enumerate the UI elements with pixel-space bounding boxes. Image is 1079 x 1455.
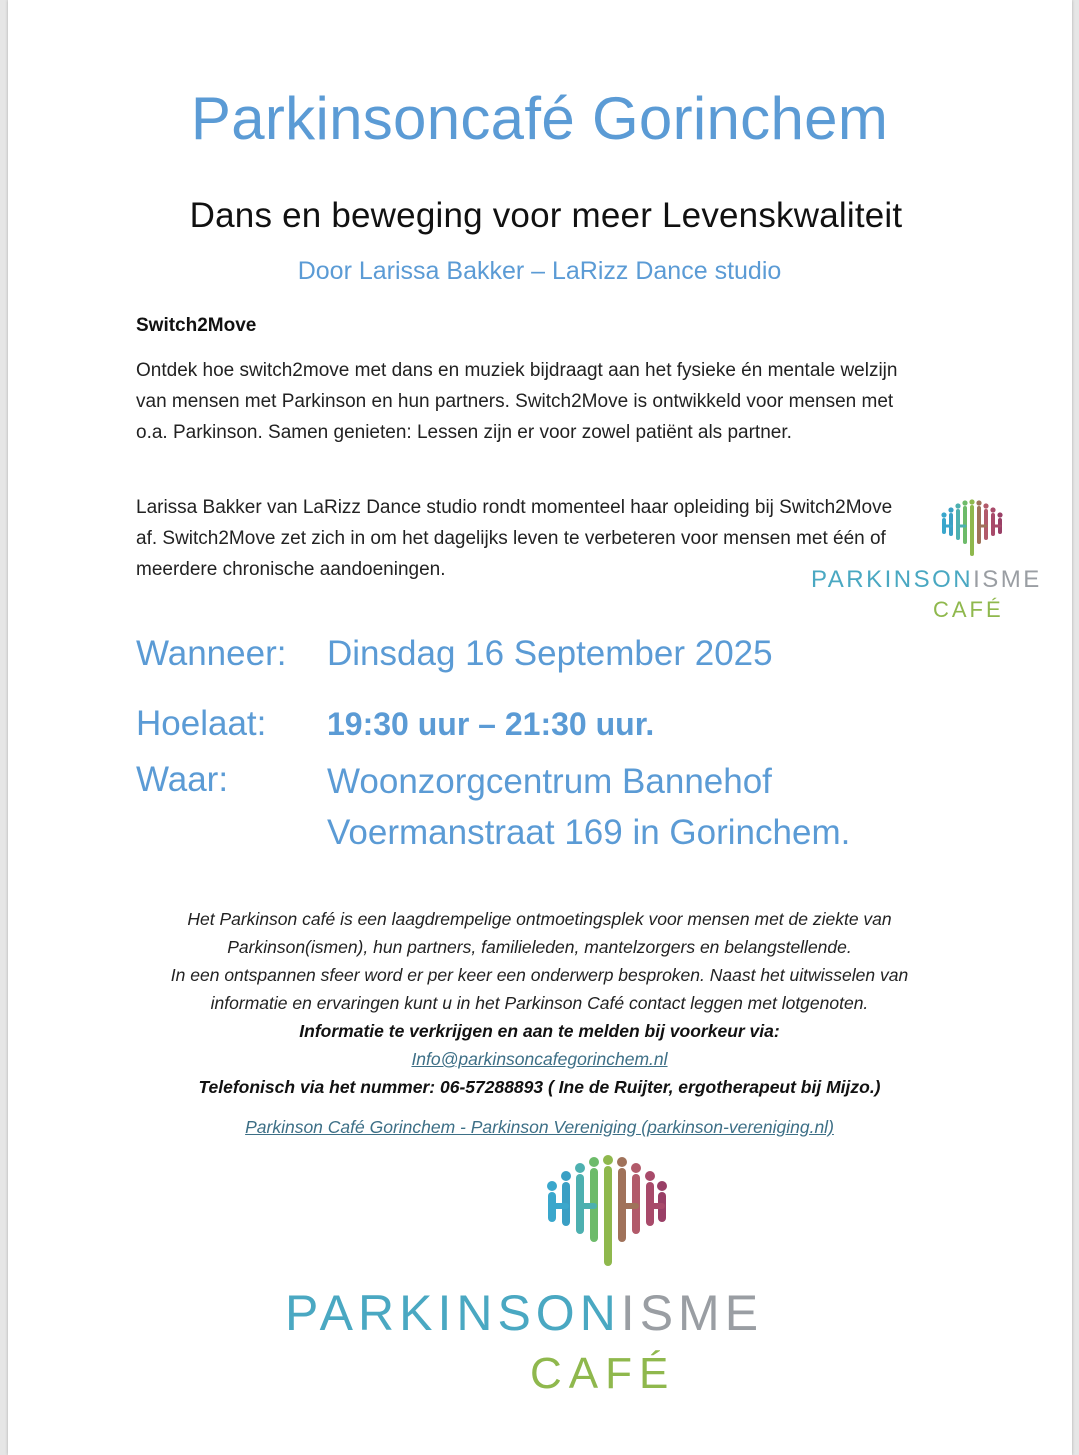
logo-large-word-suffix: ISME (620, 1285, 764, 1341)
logo-large-wordmark (285, 1284, 763, 1342)
intro-paragraph-2: Larissa Bakker van LaRizz Dance studio rondt momenteel haar opleiding bij Switch2Move af. Switch2Move zet zich in om het dagelijks leven te verbeteren voor mensen met één of meerdere chronische aandoeningen. (136, 497, 893, 580)
time-value: 19:30 uur – 21:30 uur. (327, 706, 655, 742)
info-line-4: informatie en ervaringen kunt u in het Parkinson Café contact leggen met lotgenoten. (210, 993, 869, 1013)
logo-word-main: PARKINSON (811, 566, 974, 593)
where-label: Waar: (136, 760, 229, 799)
logo-word-suffix: ISME (973, 566, 1042, 593)
section-heading: Switch2Move (136, 315, 257, 336)
time-label: Hoelaat: (136, 704, 267, 743)
parkinsonisme-cafe-logo-icon (936, 498, 1006, 558)
page-subtitle: Dans en beweging voor meer Levenskwaliteit (189, 196, 903, 235)
when-label: Wanneer: (136, 634, 287, 673)
logo-large-cafe: CAFÉ (530, 1349, 676, 1398)
info-line-2: Parkinson(ismen), hun partners, familieleden, mantelzorgers en belangstellende. (227, 937, 852, 957)
info-block (0, 905, 1079, 1101)
byline: Door Larissa Bakker – LaRizz Dance studio (297, 257, 782, 285)
where-line-2: Voermanstraat 169 in Gorinchem. (327, 813, 851, 852)
when-value: Dinsdag 16 September 2025 (327, 634, 773, 673)
phone-line: Telefonisch via het nummer: 06-57288893 ( Ine de Ruijter, ergotherapeut bij Mijzo.) (198, 1077, 881, 1097)
page-title: Parkinsoncafé Gorinchem (190, 85, 889, 152)
info-line-5: Informatie te verkrijgen en aan te melden bij voorkeur via: (299, 1021, 780, 1041)
intro-paragraph-1: Ontdek hoe switch2move met dans en muziek bijdraagt aan het fysieke én mentale welzijn van mensen met Parkinson en hun partners. Switch2Move is ontwikkeld voor mensen met o.a. Parkinson. Samen genieten: Lessen zijn er voor zowel patiënt als partner. (136, 360, 898, 443)
info-line-3: In een ontspannen sfeer word er per keer een onderwerp besproken. Naast het uitwisselen van (170, 965, 909, 985)
email-link[interactable]: Info@parkinsoncafegorinchem.nl (411, 1049, 668, 1069)
logo-large-word-main: PARKINSON (285, 1285, 621, 1341)
where-line-1: Woonzorgcentrum Bannehof (327, 762, 772, 801)
info-line-1: Het Parkinson café is een laagdrempelige ontmoetingsplek voor mensen met de ziekte van (187, 909, 892, 929)
logo-wordmark (811, 566, 1042, 594)
website-link[interactable]: Parkinson Café Gorinchem - Parkinson Vereniging (parkinson-vereniging.nl) (245, 1117, 834, 1137)
parkinsonisme-cafe-logo-large-icon (540, 1150, 670, 1268)
logo-cafe: CAFÉ (933, 597, 1004, 622)
